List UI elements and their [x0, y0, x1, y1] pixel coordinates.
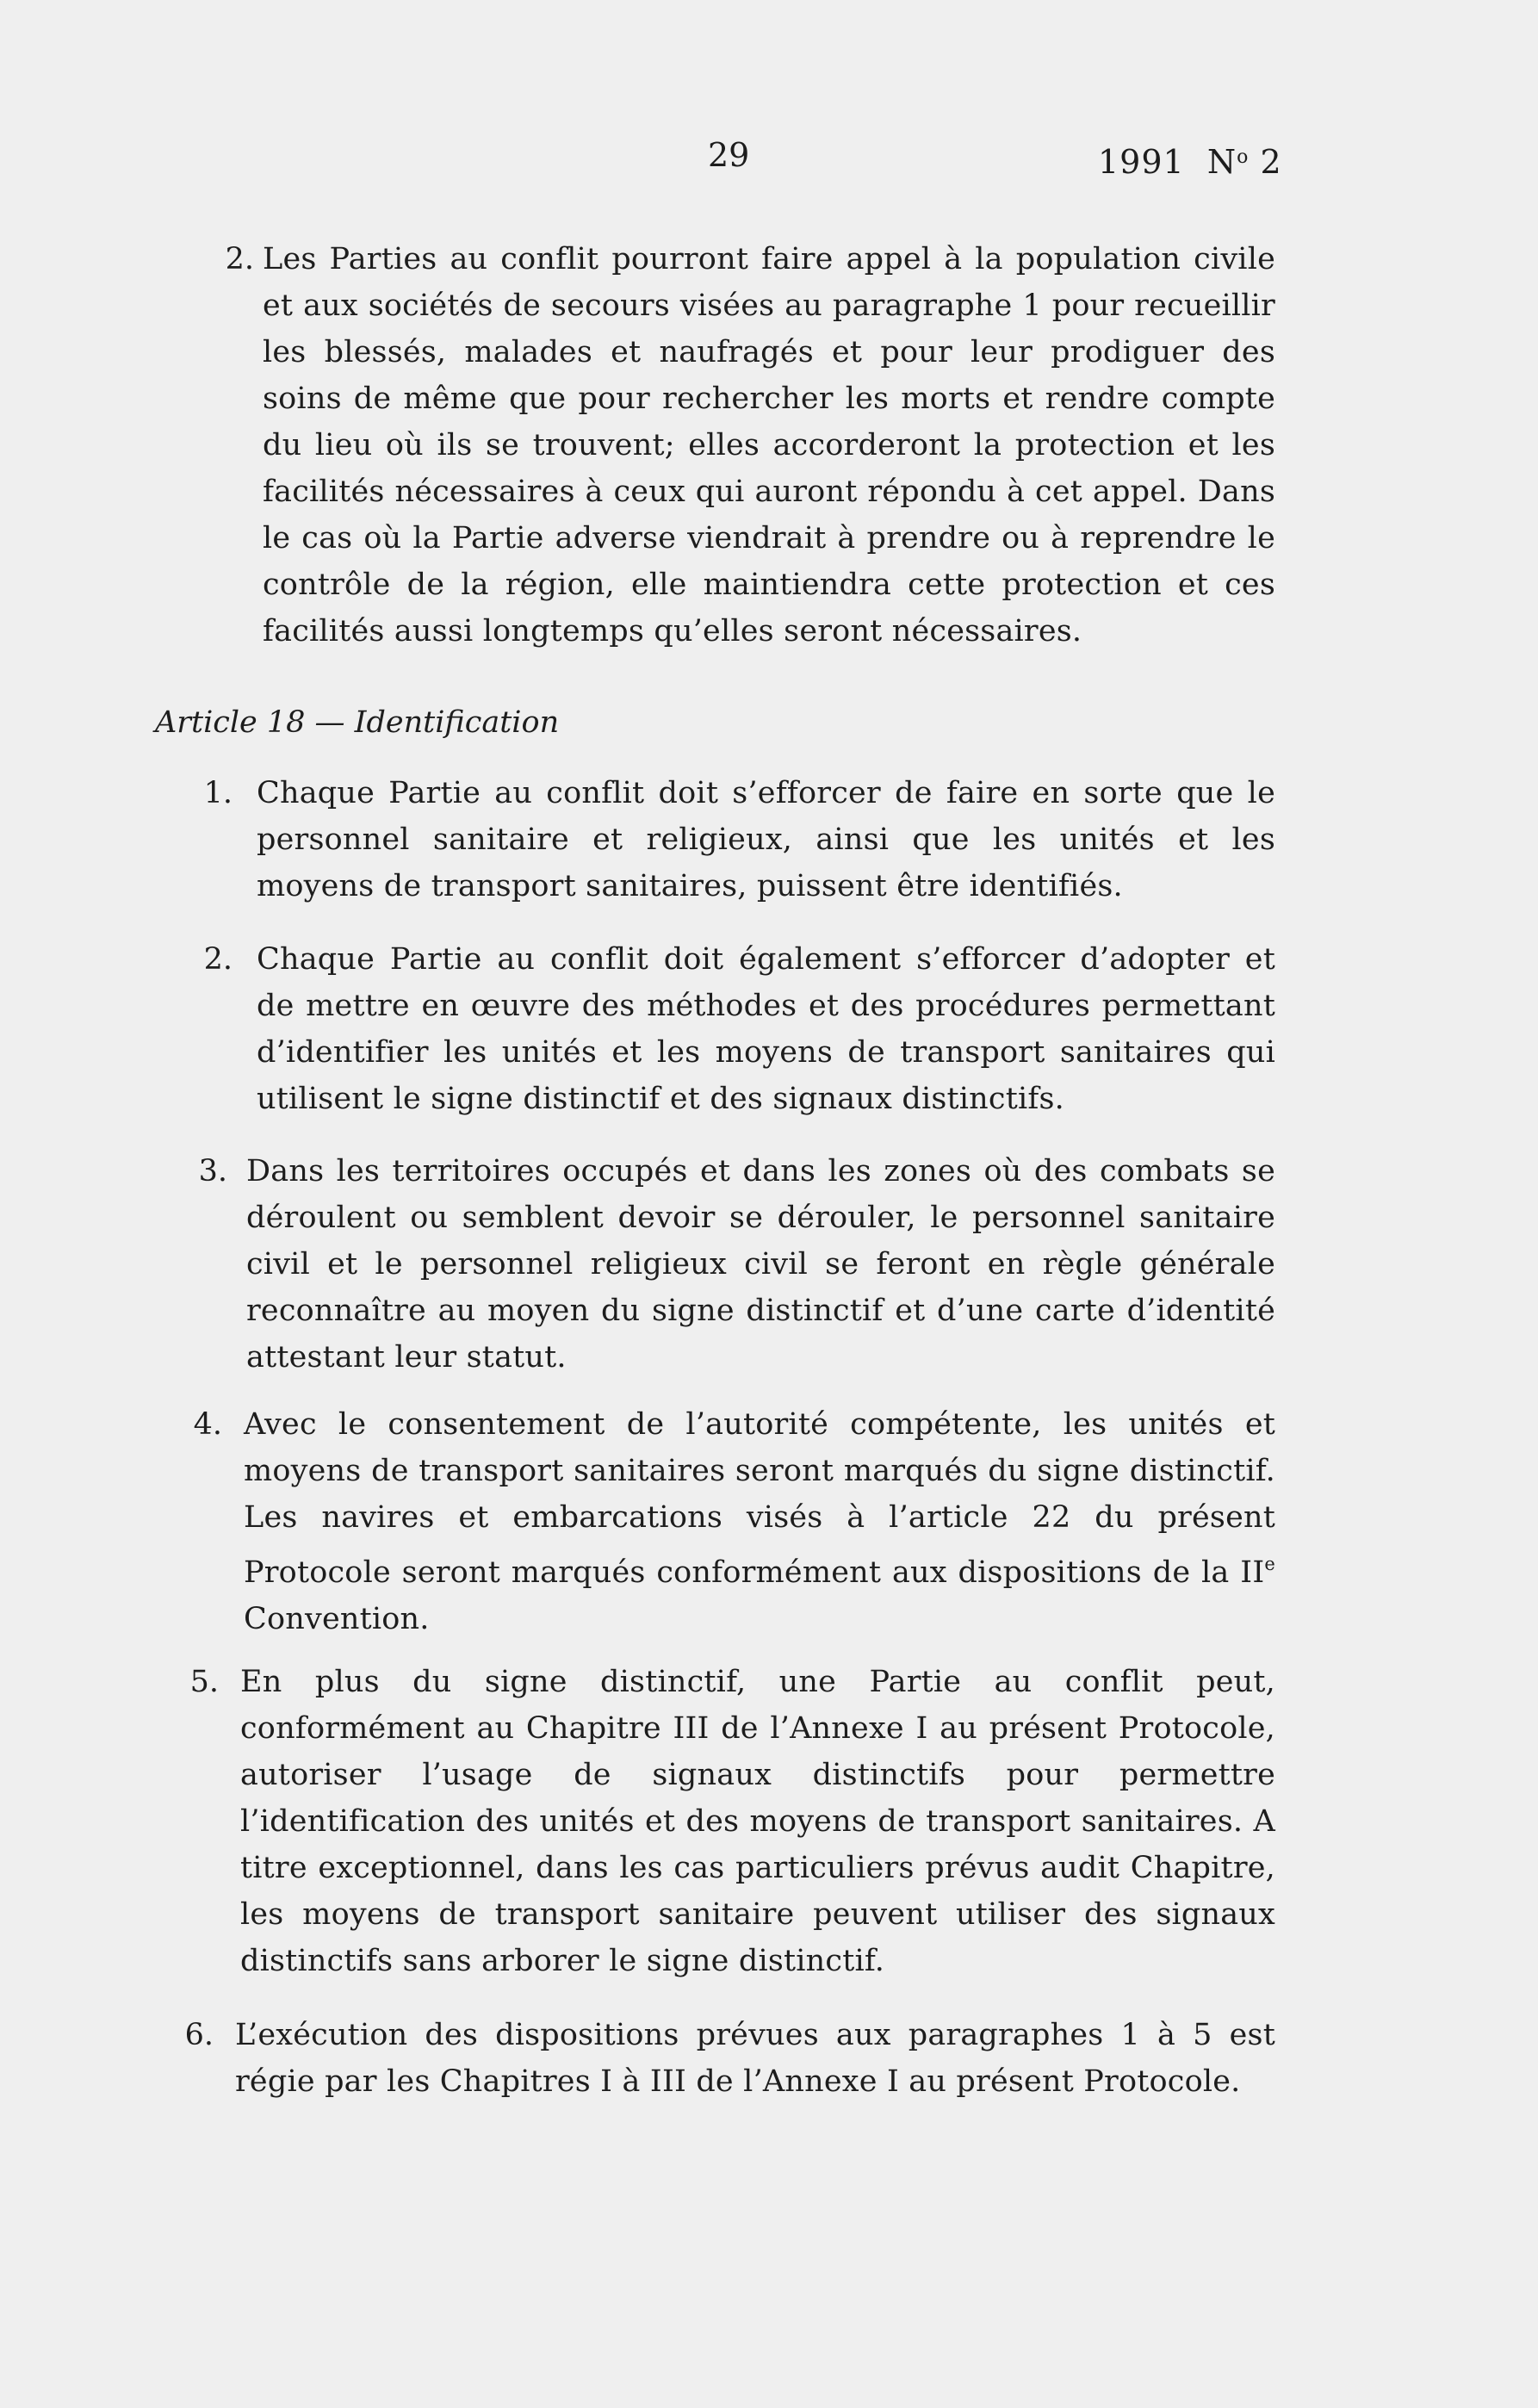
- page-number: 29: [708, 136, 750, 174]
- article-item-text-end: Convention.: [244, 1602, 430, 1636]
- article-item-text: Chaque Partie au conflit doit également s’efforcer d’adopter et de mettre en œuvre des méthodes et des procédures permettant d’identifier les unités et les moyens de transport sanitaires qui utilisent le signe distinctif et des signaux distinctifs.: [257, 942, 1275, 1116]
- article-item-text: Chaque Partie au conflit doit s’efforcer de faire en sorte que le personnel sanitaire et religieux, ainsi que les unités et les moyens de transport sanitaires, puissent être identifiés.: [257, 776, 1275, 903]
- article-item-number: 4.: [193, 1407, 222, 1442]
- article-item-text: [244, 1401, 1275, 1642]
- paragraph-text: Les Parties au conflit pourront faire appel à la population civile et aux sociétés de secours visées au paragraphe 1 pour recueillir les blessés, malades et naufragés et pour leur prodiguer des soins de même que pour rechercher les morts et rendre compte du lieu où ils se trouvent; elles accorderont la protection et les facilités nécessaires à ceux qui auront répondu à cet appel. Dans le cas où la Partie adverse viendrait à prendre ou à reprendre le contrôle de la région, elle maintiendra cette protection et ces facilités aussi longtemps qu’elles seront nécessaires.: [263, 242, 1275, 649]
- article-item-number: 2.: [203, 942, 233, 977]
- article-item-number: 5.: [189, 1665, 219, 1699]
- article-item-text: Dans les territoires occupés et dans les zones où des combats se déroulent ou semblent devoir se dérouler, le personnel sanitaire civil et le personnel religieux civil se feront en règle générale reconnaître au moyen du signe distinctif et d’une carte d’identité attestant leur statut.: [246, 1154, 1275, 1375]
- article-item-text: L’exécution des dispositions prévues aux paragraphes 1 à 5 est régie par les Chapitres I à III de l’Annexe I au présent Protocole.: [235, 2018, 1275, 2099]
- issue-number: 2: [1260, 143, 1282, 181]
- article-item-number: 6.: [184, 2018, 214, 2052]
- series-reference: [1098, 143, 1282, 181]
- article-item-number: 1.: [203, 776, 233, 810]
- paragraph-number: 2.: [225, 242, 254, 276]
- article-item-number: 3.: [198, 1154, 227, 1188]
- issue-prefix-sup: o: [1237, 146, 1250, 168]
- article-heading: Article 18 — Identification: [155, 705, 560, 740]
- page-header: [0, 136, 1538, 188]
- series-year: 1991: [1098, 143, 1185, 181]
- issue-prefix: N: [1206, 143, 1237, 181]
- ordinal-superscript: e: [1264, 1554, 1275, 1574]
- article-item-text: En plus du signe distinctif, une Partie au conflit peut, conformément au Chapitre III de l’Annexe I au présent Protocole, autoriser l’usage de signaux distinctifs pour permettre l’identification des unités et des moyens de transport sanitaires. A titre exceptionnel, dans les cas particuliers prévus audit Chapitre, les moyens de transport sanitaire peuvent utiliser des signaux distinctifs sans arborer le signe distinctif.: [240, 1665, 1275, 1978]
- article-item-text-main: Avec le consentement de l’autorité compétente, les unités et moyens de transport sanitaires seront marqués du signe distinctif. Les navires et embarcations visés à l’article 22 du présent Protocole seront marqués conformément aux dispositions de la II: [244, 1407, 1275, 1590]
